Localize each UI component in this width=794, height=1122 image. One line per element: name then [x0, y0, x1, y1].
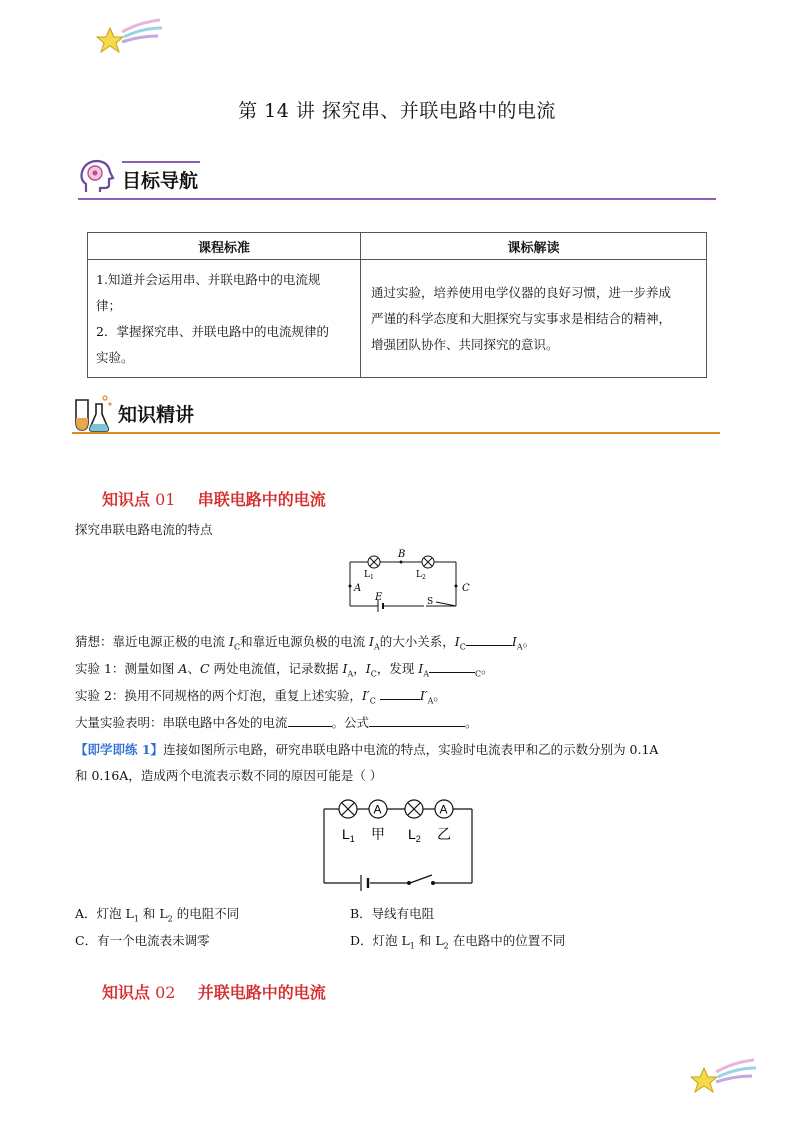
- answer-blank[interactable]: [466, 633, 512, 646]
- battery-icon: [361, 875, 368, 891]
- intro-text: 探究串联电路电流的特点: [75, 522, 213, 537]
- label-l1: $L_1$: [364, 570, 374, 581]
- option-c[interactable]: C．有一个电流表未调零: [75, 933, 210, 948]
- section-divider-knowledge: [72, 432, 720, 434]
- interpretation-line: 严谨的科学态度和大胆探究与实事求是相结合的精神，: [371, 310, 672, 326]
- interpretation-line: 增强团队协作、共同探究的意识。: [371, 336, 559, 352]
- knowledge-point-1-heading: 知识点 01 串联电路中的电流: [102, 490, 326, 509]
- practice-line-2: 和 0.16A，造成两个电流表示数不同的原因可能是（ ）: [75, 768, 383, 783]
- label-b: B: [398, 549, 406, 560]
- bulb-l2-icon: [405, 800, 423, 818]
- bulb-l1-icon: [368, 556, 380, 568]
- star-decoration-top-icon: [92, 18, 164, 58]
- table-cell-interpretation: [361, 260, 707, 378]
- label-yi: 乙: [437, 827, 451, 843]
- standard-line: 律；: [96, 297, 122, 313]
- standard-line: 1.知道并会运用串、并联电路中的电流规: [96, 271, 321, 287]
- section-title-goals: 目标导航: [122, 170, 199, 192]
- answer-blank[interactable]: [429, 660, 475, 673]
- series-circuit-diagram: [338, 544, 478, 620]
- label-e: E: [375, 592, 383, 603]
- page-title: 第 14 讲 探究串、并联电路中的电流: [238, 100, 556, 122]
- bulb-l2-icon: [422, 556, 434, 568]
- answer-blank[interactable]: [288, 714, 332, 727]
- section-header-knowledge: [70, 392, 194, 434]
- label-l2: $L_2$: [408, 826, 421, 844]
- answer-blank[interactable]: [380, 687, 420, 700]
- ammeter-jia-icon: [369, 800, 387, 818]
- experiment-1-line: 实验 1：测量如图 A、C 两处电流值，记录数据 $I_A$，$I_C$，发现 $I_A$ $_C$。: [75, 661, 494, 679]
- option-d[interactable]: D．灯泡 $L_1$ 和 $L_2$ 在电路中的位置不同: [350, 933, 566, 951]
- practice-line-1: 【即学即练 1】连接如图所示电路，研究串联电路中电流的特点，实验时电流表甲和乙的示数分别为 0.1A: [75, 742, 659, 757]
- label-jia: 甲: [371, 827, 385, 843]
- label-a: A: [354, 583, 362, 594]
- table-header-interpretation: 课标解读: [361, 233, 707, 260]
- option-a[interactable]: A．灯泡 $L_1$ 和 $L_2$ 的电阻不同: [75, 906, 240, 924]
- bulb-l1-icon: [339, 800, 357, 818]
- conclusion-line: 大量实验表明：串联电路中各处的电流 。公式 。: [75, 715, 478, 730]
- label-l2: $L_2$: [416, 570, 426, 581]
- ammeter-yi-icon: [435, 800, 453, 818]
- flask-icon: [70, 392, 114, 434]
- answer-blank[interactable]: [369, 714, 465, 727]
- label-c: C: [462, 583, 470, 594]
- section-divider-goals: [78, 198, 716, 200]
- ammeter-label: A: [439, 802, 448, 817]
- head-target-icon: [78, 158, 116, 196]
- standard-line: 实验。: [96, 349, 134, 365]
- practice-tag: 【即学即练 1】: [75, 742, 164, 757]
- section-header-goals: [78, 158, 200, 196]
- standard-line: 2．掌握探究串、并联电路中的电流规律的: [96, 323, 329, 339]
- label-l1: $L_1$: [342, 826, 355, 844]
- guess-line: 猜想：靠近电源正极的电流 $I_C$和靠近电源负极的电流 $I_A$的大小关系，$I_C$ $I_A$。: [75, 634, 536, 652]
- table-header-row: [88, 233, 707, 260]
- table-cell-standard: [88, 260, 361, 378]
- knowledge-point-2-heading: 知识点 02 并联电路中的电流: [102, 983, 326, 1002]
- ammeter-label: A: [373, 802, 382, 817]
- label-s: S: [427, 597, 434, 607]
- curriculum-table: [87, 232, 707, 378]
- table-row: [88, 260, 707, 378]
- option-b[interactable]: B．导线有电阻: [350, 906, 435, 921]
- section-title-knowledge: 知识精讲: [118, 403, 195, 426]
- experiment-2-line: 实验 2：换用不同规格的两个灯泡，重复上述实验，$I'_C$ $I'_A$。: [75, 688, 446, 706]
- table-header-standard: 课程标准: [88, 233, 361, 260]
- practice-circuit-diagram: [320, 795, 480, 891]
- interpretation-line: 通过实验，培养使用电学仪器的良好习惯，进一步养成: [371, 284, 672, 300]
- star-decoration-bottom-icon: [686, 1058, 758, 1098]
